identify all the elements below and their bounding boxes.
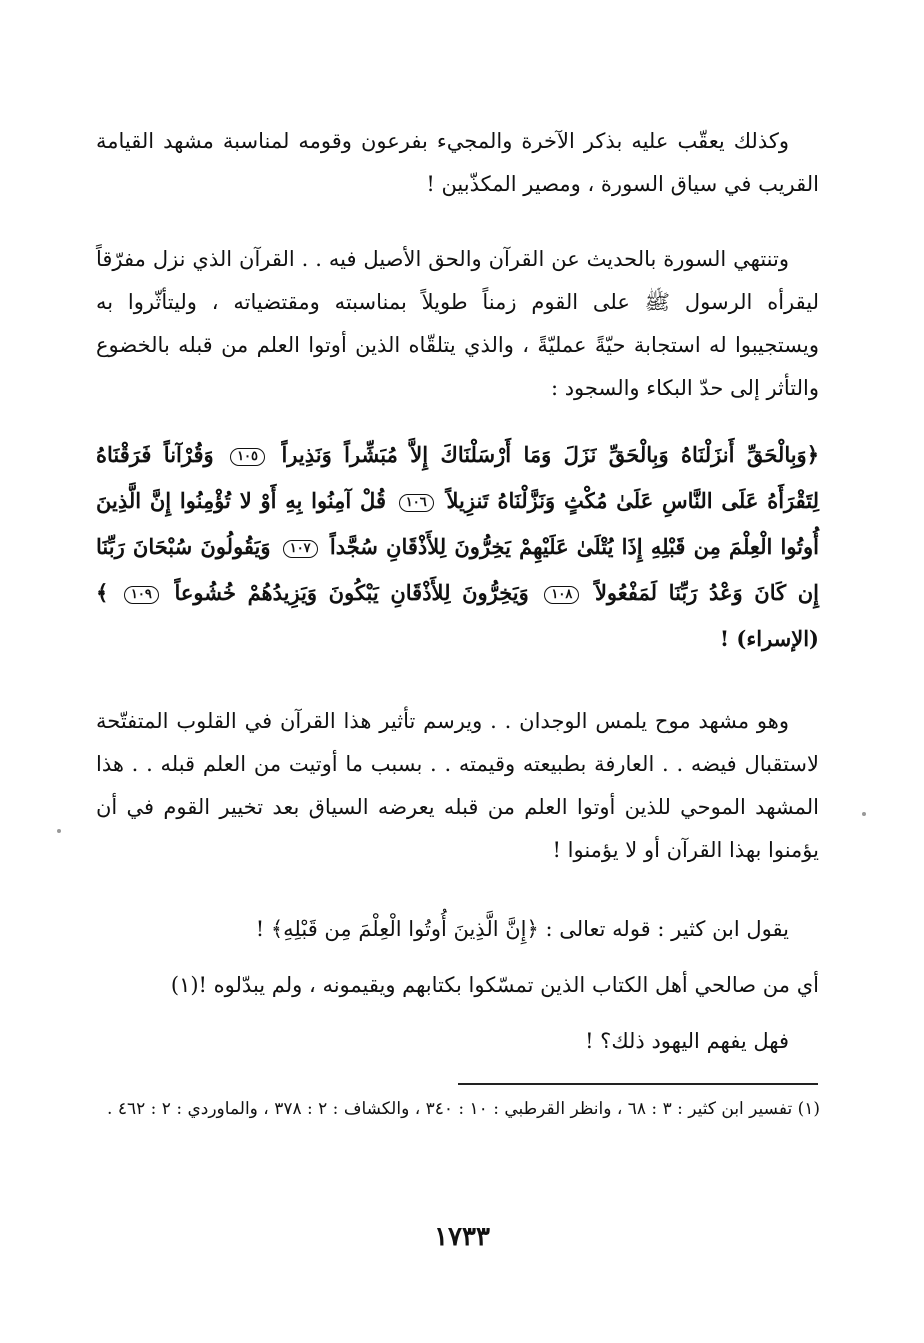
paragraph-question [96, 1020, 819, 1063]
paragraph-afterlife-scene [96, 120, 819, 206]
verse-108-text: وَيَقُولُونَ سُبْحَانَ رَبِّنَا إِن كَانَ وَعْدُ رَبِّنَا لَمَفْعُولاً [96, 534, 819, 605]
paragraph-ibn-kathir-quote [96, 908, 819, 951]
verse-107-text: قُلْ آمِنُوا بِهِ أَوْ لا تُؤْمِنُوا إِنَّ الَّذِينَ أُوتُوا الْعِلْمَ مِن قَبْلِهِ إِذَا يُتْلَىٰ عَلَيْهِمْ يَخِرُّونَ لِلأَذْقَانِ سُجَّداً [96, 488, 819, 559]
verse-number-107: ١٠٧ [283, 540, 318, 558]
verse-closing-citation: ﴾ (الإسراء) ! [96, 580, 819, 651]
quran-verses-block [96, 432, 819, 662]
paragraph-surah-ending [96, 238, 819, 410]
paragraph-text: وكذلك يعقّب عليه بذكر الآخرة والمجيء بفرعون وقومه لمناسبة مشهد القيامة القريب في سياق السورة ، ومصير المكذّبين ! [96, 129, 819, 196]
footnote [104, 1094, 820, 1124]
margin-speck [57, 829, 61, 833]
paragraph-text: وهو مشهد موح يلمس الوجدان . . ويرسم تأثير هذا القرآن في القلوب المتفتّحة لاستقبال فيضه . . العارفة بطبيعته وقيمته . . بسبب ما أوتيت من العلم قبله . . هذا المشهد الموحي للذين أوتوا العلم من قبله يعرضه السياق بعد تخيير القوم في أن يؤمنوا بهذا القرآن أو لا يؤمنوا ! [96, 709, 819, 862]
footnote-divider [458, 1083, 818, 1085]
verse-105-text: ﴿وَبِالْحَقِّ أَنزَلْنَاهُ وَبِالْحَقِّ نَزَلَ وَمَا أَرْسَلْنَاكَ إِلاَّ مُبَشِّراً وَنَذِيراً [281, 442, 820, 467]
paragraph-text: فهل يفهم اليهود ذلك؟ ! [585, 1029, 789, 1053]
page-number: ١٧٣٣ [434, 1222, 490, 1252]
verse-106-text: وَقُرْآناً فَرَقْنَاهُ لِتَقْرَأَهُ عَلَى النَّاسِ عَلَىٰ مُكْثٍ وَنَزَّلْنَاهُ تَنزِيلاً [96, 442, 819, 513]
verse-number-106: ١٠٦ [399, 494, 434, 512]
verse-number-108: ١٠٨ [544, 586, 579, 604]
paragraph-text: وتنتهي السورة بالحديث عن القرآن والحق الأصيل فيه . . القرآن الذي نزل مفرّقاً ليقرأه الرسول ﷺ على القوم زمناً طويلاً بمناسبته ومقتضياته ، وليتأثّروا به ويستجيبوا له استجابة حيّةً عمليّةً ، والذي يتلقّاه الذين أوتوا العلم من قبله بالخضوع والتأثر إلى حدّ البكاء والسجود : [96, 247, 819, 400]
verse-number-105: ١٠٥ [230, 448, 265, 466]
verse-109-text: وَيَخِرُّونَ لِلأَذْقَانِ يَبْكُونَ وَيَزِيدُهُمْ خُشُوعاً [174, 580, 529, 605]
margin-speck [862, 812, 866, 816]
paragraph-text: يقول ابن كثير : قوله تعالى : ﴿إِنَّ الَّذِينَ أُوتُوا الْعِلْمَ مِن قَبْلِهِ﴾ ! [255, 917, 789, 941]
paragraph-text: أي من صالحي أهل الكتاب الذين تمسّكوا بكتابهم ويقيمونه ، ولم يبدّلوه !(١) [170, 973, 819, 997]
paragraph-moving-scene [96, 700, 819, 872]
verse-number-109: ١٠٩ [124, 586, 159, 604]
paragraph-people-of-book [96, 964, 819, 1007]
footnote-text: (١) تفسير ابن كثير : ٣ : ٦٨ ، وانظر القرطبي : ١٠ : ٣٤٠ ، والكشاف : ٢ : ٣٧٨ ، والماوردي : ٢ : ٤٦٢ . [107, 1099, 820, 1119]
